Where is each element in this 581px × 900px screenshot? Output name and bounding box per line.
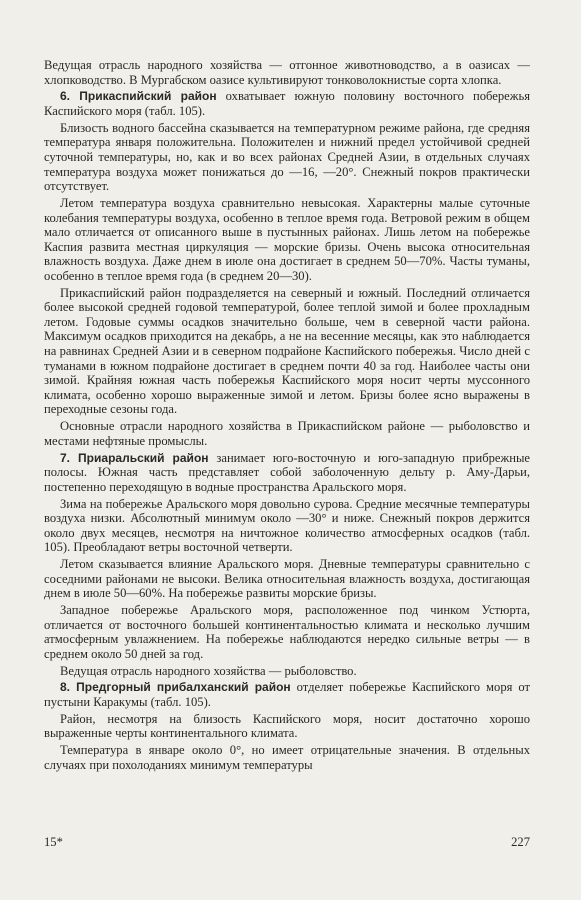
paragraph [44,121,530,194]
section-paragraph [44,451,530,495]
section-paragraph [44,680,530,709]
paragraph [44,497,530,555]
paragraph-text: отделяет побережье Каспийского моря от пустыни Каракумы (табл. 105). [44,680,530,709]
paragraph-text: Зима на побережье Аральского моря довольно сурова. Средние месячные температуры воздуха низки. Абсолютный минимум около —30° и ниже. Снежный покров держится около двух месяцев, несмотря на ничтожное количество атмосферных осадков (табл. 105). Преобладают ветры восточной четверти. [44,496,530,555]
paragraph-text: Температура в январе около 0°, но имеет отрицательные значения. В отдельных случаях при похолоданиях минимум температуры [44,743,530,772]
paragraph-text: занимает юго-восточную и юго-западную прибрежные полосы. Южная часть представляет собой заболоченную дельту р. Аму-Дарьи, постепенно переходящую в водные пространства Аральского моря. [44,450,530,494]
paragraph [44,743,530,772]
section-paragraph [44,89,530,118]
paragraph-text: Западное побережье Аральского моря, расположенное под чинком Устюрта, отличается от восточного большей континентальностью климата и несколько лучшим атмосферным увлажнением. На побережье наблюдаются нередко сильные ветры — в среднем около 50 дней за год. [44,603,530,661]
paragraph-text: Ведущая отрасль народного хозяйства — отгонное животноводство, а в оазисах — хлопководство. В Мургабском оазисе культивируют тонковолокнистые сорта хлопка. [44,58,530,87]
section-heading: 8. Предгорный прибалханский район [60,680,291,695]
paragraph [44,286,530,417]
paragraph-text: Близость водного бассейна сказывается на температурном режиме района, где средняя температура января положительна. Положителен и нижний предел устойчивой средней суточной температуры, но, как и во всех районах Средней Азии, в отдельных случаях температура воздуха может понижаться до —16, —20°. Снежный покров практически отсутствует. [44,120,530,194]
section-heading: 7. Приаральский район [60,450,209,465]
paragraph [44,196,530,284]
paragraph [44,58,530,87]
section-heading: 6. Прикаспийский район [60,89,217,104]
paragraph-text: Прикаспийский район подразделяется на северный и южный. Последний отличается более высокой средней годовой температурой, более теплой зимой и более прохладным летом. Годовые суммы осадков значительно больше, чем в северной части района. Максимум осадков приходится на декабрь, а не на весенние месяцы, как это наблюдается на равнинах Средней Азии и в северном подрайоне Каспийского побережья. Число дней с туманами в южном подрайоне достигает в среднем почти 40 за год. Наиболее часты они зимой. Крайняя южная часть побережья Каспийского моря носит черты муссонного климата, особенно хорошо выраженные зимой и летом. Бризы более ясно выражены в переходные сезоны года. [44,285,530,417]
paragraph [44,419,530,448]
body-text [44,58,530,775]
paragraph-text: Ведущая отрасль народного хозяйства — рыболовство. [60,663,357,678]
paragraph-text: Летом сказывается влияние Аральского моря. Дневные температуры сравнительно с соседними районами не высоки. Велика относительная влажность воздуха, достигающая днем в июле 50—60%. На побережье развиты морские бризы. [44,557,530,601]
paragraph-text: Основные отрасли народного хозяйства в Прикаспийском районе — рыболовство и местами нефтяные промыслы. [44,419,530,448]
paragraph [44,557,530,601]
page-footer [44,835,530,850]
page-number: 227 [511,835,530,849]
paragraph [44,603,530,661]
signature-mark: 15* [44,835,63,849]
paragraph [44,664,530,679]
paragraph-text: Летом температура воздуха сравнительно невысокая. Характерны малые суточные колебания температуры воздуха, особенно в теплое время года. Ветровой режим в общем мало отличается от описанного выше в пустынных районах. Лишь летом на побережье Каспия развита местная циркуляция — морские бризы. Очень высока относительная влажность воздуха. Даже днем в июле она достигает в среднем 50—70%. Часты туманы, особенно в теплое время года (в среднем 20—30). [44,195,530,283]
paragraph [44,712,530,741]
paragraph-text: Район, несмотря на близость Каспийского моря, носит достаточно хорошо выраженные черты континентального климата. [44,711,530,741]
paragraph-text: охватывает южную половину восточного побережья Каспийского моря (табл. 105). [44,89,530,118]
